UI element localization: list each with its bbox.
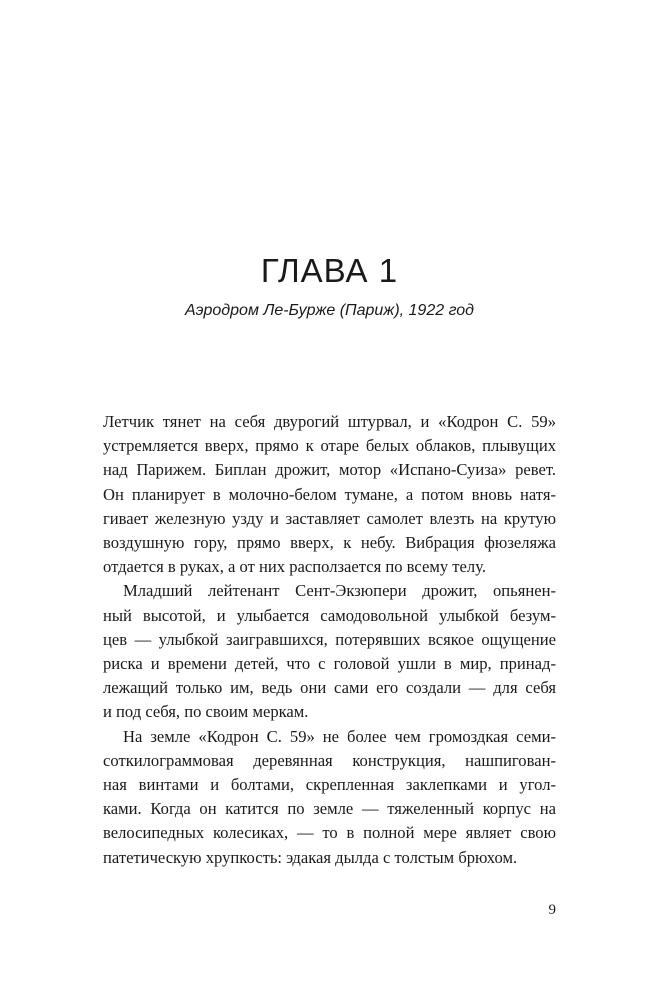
text-line: риска и времени детей, что с головой ушли в мир, принад- bbox=[103, 654, 556, 674]
text-line: ками. Когда он катится по земле — тяжеленный корпус на bbox=[103, 799, 556, 819]
body-text bbox=[103, 410, 556, 870]
text-line: Летчик тянет на себя двурогий штурвал, и «Кодрон С. 59» bbox=[103, 412, 556, 431]
paragraph-1 bbox=[103, 410, 556, 579]
text-line: соткилограммовая деревянная конструкция, нашпигован- bbox=[103, 750, 556, 770]
text-line: над Парижем. Биплан дрожит, мотор «Испано-Суиза» ревет. bbox=[103, 460, 556, 480]
text-line: отдается в руках, а от них расползается по всему телу. bbox=[103, 557, 486, 577]
text-line: гивает железную узду и заставляет самолет влезть на крутую bbox=[103, 508, 556, 528]
text-line: воздушную гору, прямо вверх, к небу. Вибрация фюзеляжа bbox=[103, 533, 556, 553]
text-line: ная винтами и болтами, скрепленная заклепками и угол- bbox=[103, 775, 556, 795]
text-line: устремляется вверх, прямо к отаре белых облаков, плывущих bbox=[103, 436, 556, 456]
text-line: лежащий только им, ведь они сами его создали — для себя bbox=[103, 678, 556, 698]
text-line: ный высотой, и улыбается самодовольной улыбкой безум- bbox=[103, 605, 556, 625]
text-line: Он планирует в молочно-белом тумане, а потом вновь натя- bbox=[103, 484, 556, 504]
text-line: патетическую хрупкость: эдакая дылда с толстым брюхом. bbox=[103, 847, 518, 867]
text-line: Младший лейтенант Сент-Экзюпери дрожит, опьянен- bbox=[123, 581, 556, 601]
page-number: 9 bbox=[548, 902, 556, 918]
text-line: На земле «Кодрон С. 59» не более чем громоздкая семи- bbox=[123, 726, 556, 746]
text-line: и под себя, по своим меркам. bbox=[103, 702, 309, 722]
paragraph-3 bbox=[103, 725, 556, 870]
chapter-subtitle: Аэродром Ле-Бурже (Париж), 1922 год bbox=[184, 302, 475, 319]
text-line: цев — улыбкой заигравшихся, потерявших всякое ощущение bbox=[103, 629, 556, 649]
paragraph-2 bbox=[103, 579, 556, 724]
chapter-title: ГЛАВА 1 bbox=[260, 252, 399, 289]
text-line: велосипедных колесиках, — то в полной мере являет свою bbox=[103, 823, 556, 843]
